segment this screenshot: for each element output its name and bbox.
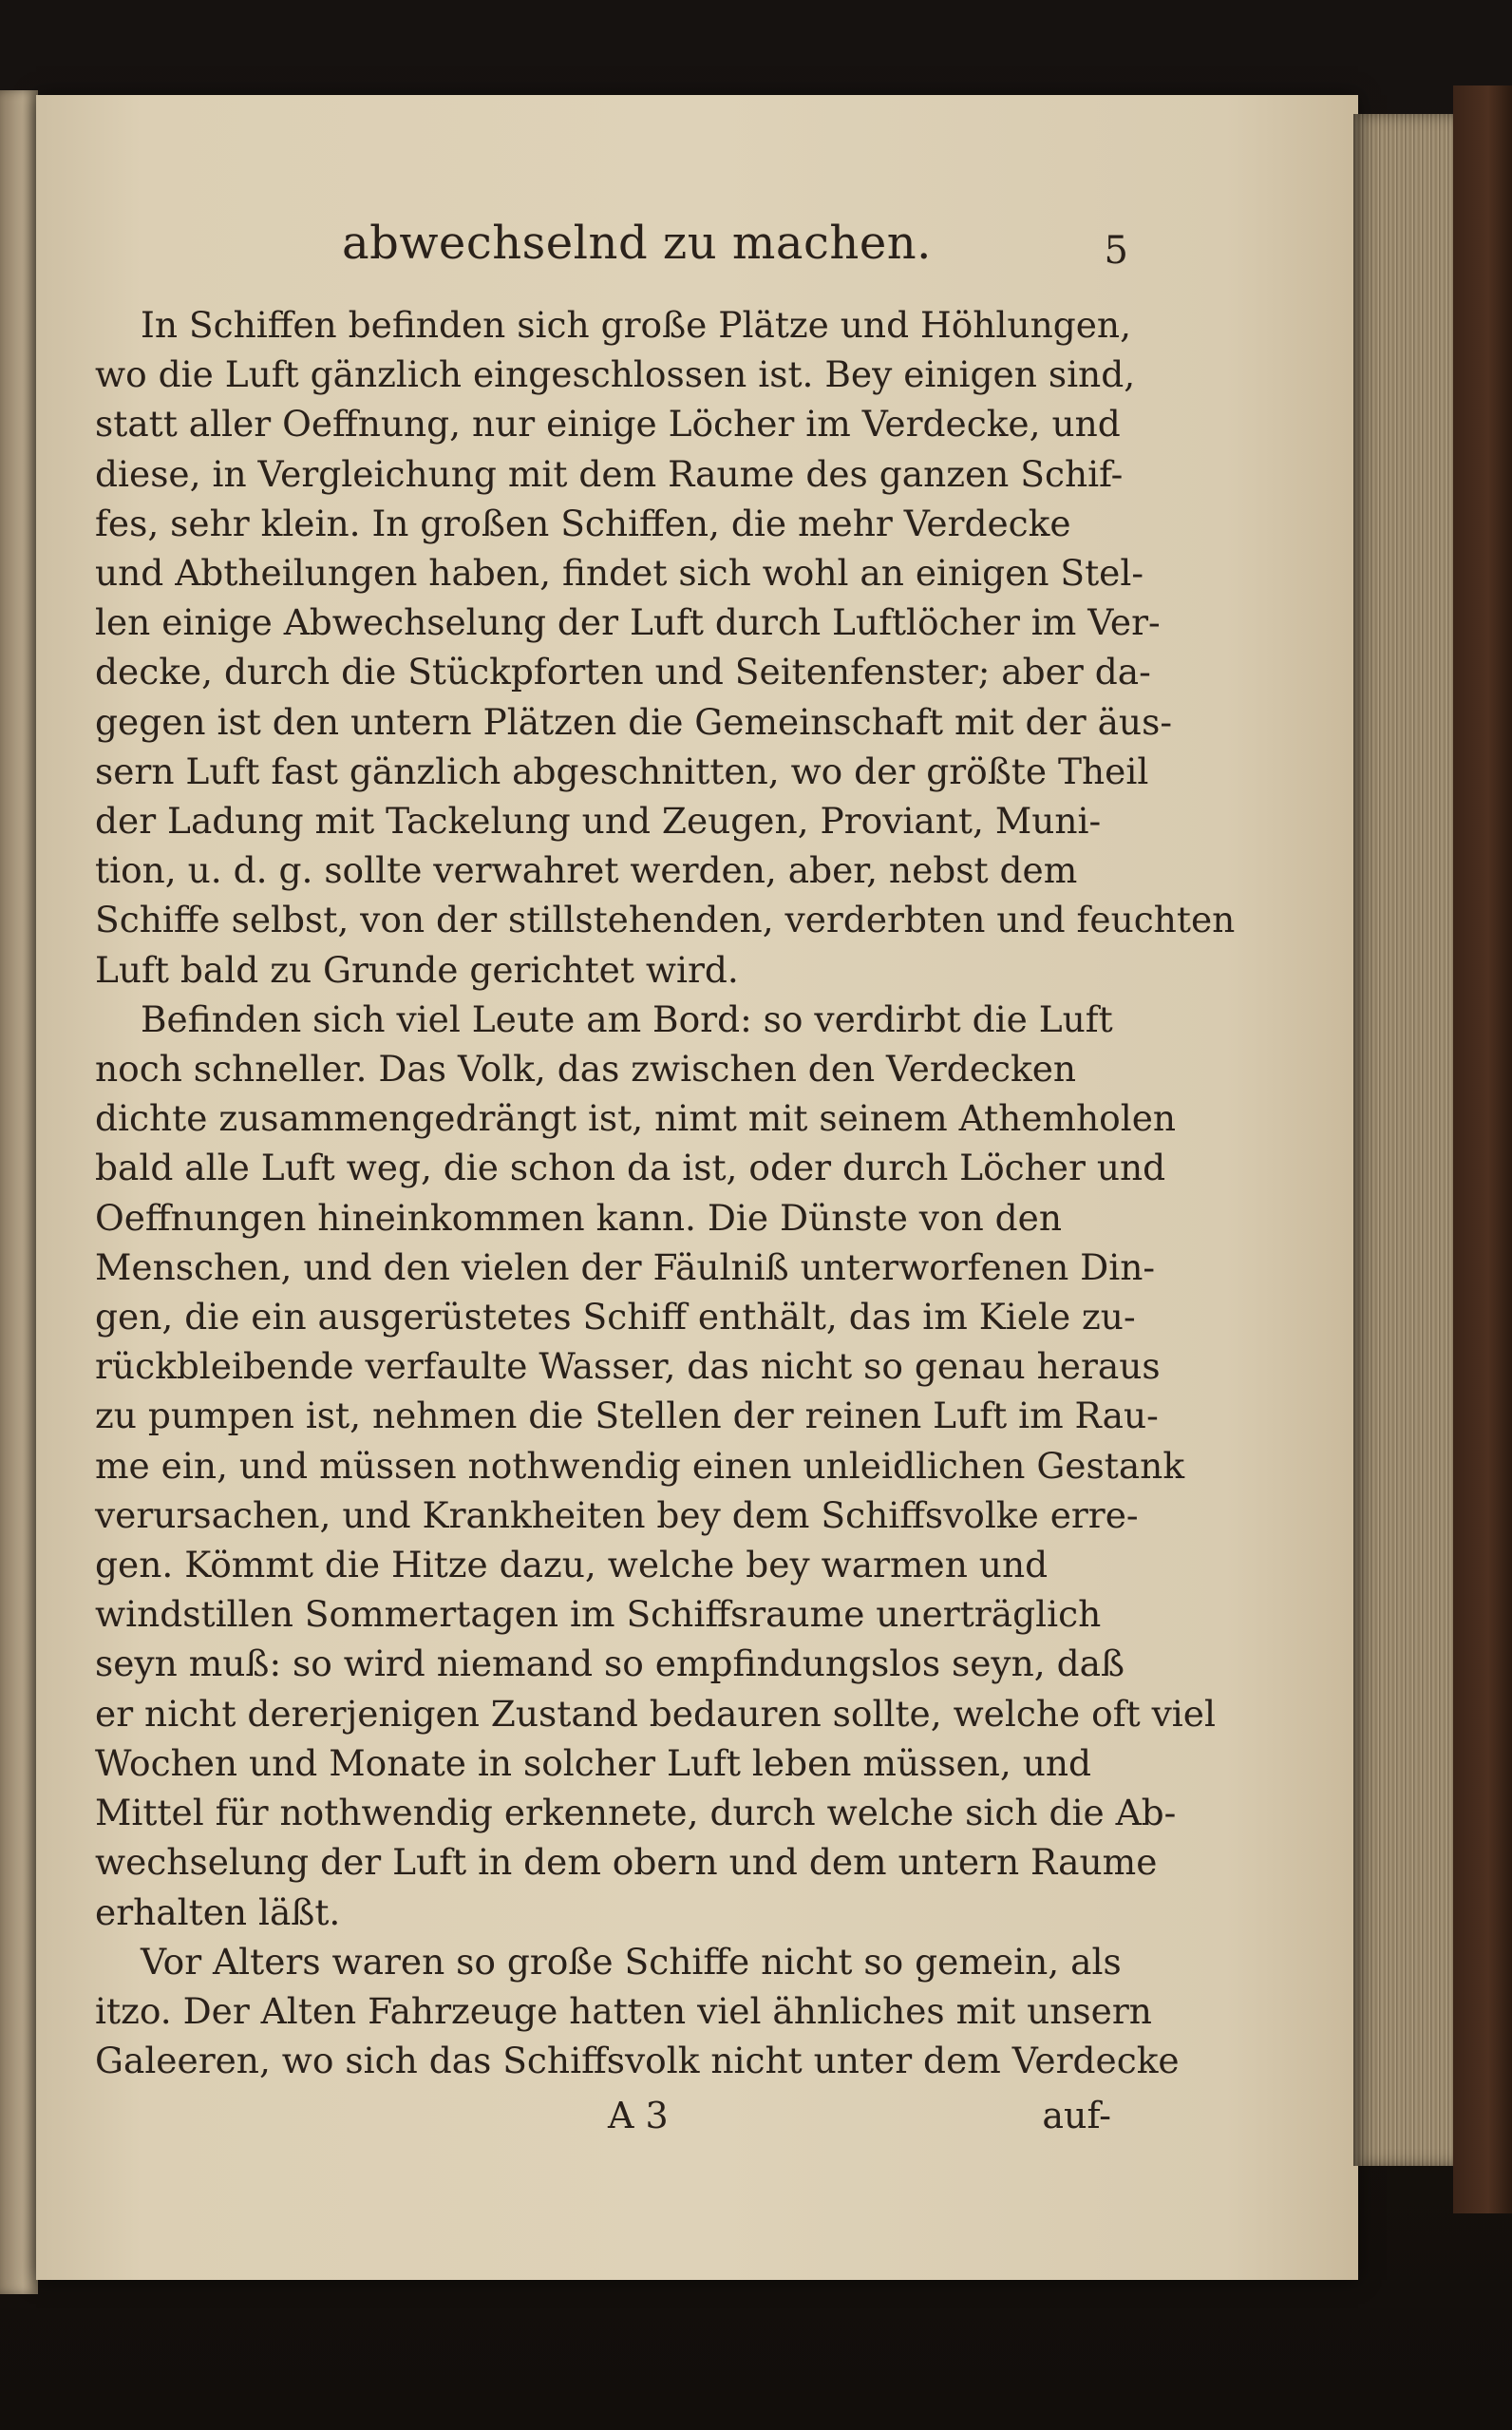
text-line: gegen ist den untern Plätzen die Gemeinschaft mit der äus- <box>95 700 1172 743</box>
text-line: Galeeren, wo sich das Schiffsvolk nicht unter dem Verdecke <box>95 2040 1180 2082</box>
left-page-edge <box>0 90 38 2294</box>
text-line: Luft bald zu Grunde gerichtet wird. <box>95 948 739 991</box>
text-line: tion, u. d. g. sollte verwahret werden, aber, nebst dem <box>95 849 1078 892</box>
text-line: zu pumpen ist, nehmen die Stellen der reinen Luft im Rau- <box>95 1395 1159 1437</box>
text-line: und Abtheilungen haben, findet sich wohl an einigen Stel- <box>95 552 1144 595</box>
text-line: me ein, und müssen nothwendig einen unleidlichen Gestank <box>95 1444 1185 1487</box>
text-line: er nicht dererjenigen Zustand bedauren sollte, welche oft viel <box>95 1692 1216 1735</box>
text-line: In Schiffen befinden sich große Plätze und Höhlungen, <box>141 304 1131 346</box>
page-footer <box>95 2091 1111 2148</box>
text-line: Mittel für nothwendig erkennete, durch welche sich die Ab- <box>95 1792 1177 1834</box>
text-line: Vor Alters waren so große Schiffe nicht so gemein, als <box>141 1940 1122 1983</box>
body-text <box>95 300 1236 2085</box>
page-number: 5 <box>1104 229 1128 273</box>
text-line: itzo. Der Alten Fahrzeuge hatten viel ähnliches mit unsern <box>95 1989 1152 2032</box>
running-head: abwechselnd zu machen. <box>342 217 932 270</box>
text-line: rückbleibende verfaulte Wasser, das nicht so genau heraus <box>95 1345 1161 1388</box>
text-line: bald alle Luft weg, die schon da ist, oder durch Löcher und <box>95 1147 1166 1189</box>
signature-mark: A 3 <box>608 2095 669 2137</box>
text-line: gen. Kömmt die Hitze dazu, welche bey warmen und <box>95 1544 1049 1586</box>
text-line: sern Luft fast gänzlich abgeschnitten, wo der größte Theil <box>95 750 1149 792</box>
text-line: wo die Luft gänzlich eingeschlossen ist. Bey einigen sind, <box>95 353 1136 396</box>
text-line: erhalten läßt. <box>95 1890 341 1933</box>
text-line: windstillen Sommertagen im Schiffsraume unerträglich <box>95 1593 1102 1636</box>
text-line: noch schneller. Das Volk, das zwischen den Verdecken <box>95 1048 1077 1091</box>
book-cover <box>1453 85 1512 2213</box>
text-line: verursachen, und Krankheiten bey dem Schiffsvolke erre- <box>95 1493 1139 1536</box>
text-line: dichte zusammengedrängt ist, nimt mit seinem Athemholen <box>95 1097 1177 1140</box>
text-line: Wochen und Monate in solcher Luft leben müssen, und <box>95 1741 1092 1784</box>
page-text <box>95 217 1236 2148</box>
catchword: auf- <box>1042 2095 1111 2137</box>
text-line: Befinden sich viel Leute am Bord: so verdirbt die Luft <box>141 997 1113 1040</box>
text-line: Schiffe selbst, von der stillstehenden, verderbten und feuchten <box>95 899 1236 941</box>
text-line: Oeffnungen hineinkommen kann. Die Dünste von den <box>95 1196 1062 1239</box>
text-line: len einige Abwechselung der Luft durch Luftlöcher im Ver- <box>95 601 1161 644</box>
text-line: decke, durch die Stückpforten und Seitenfenster; aber da- <box>95 651 1151 693</box>
text-line: statt aller Oeffnung, nur einige Löcher im Verdecke, und <box>95 403 1121 446</box>
page-header <box>95 217 1128 285</box>
text-line: diese, in Vergleichung mit dem Raume des ganzen Schif- <box>95 452 1124 495</box>
text-line: fes, sehr klein. In großen Schiffen, die mehr Verdecke <box>95 502 1071 544</box>
page-stack-edge <box>1353 114 1458 2166</box>
text-line: seyn muß: so wird niemand so empfindungslos seyn, daß <box>95 1642 1125 1685</box>
text-line: Menschen, und den vielen der Fäulniß unterworfenen Din- <box>95 1245 1156 1288</box>
text-line: wechselung der Luft in dem obern und dem untern Raume <box>95 1841 1158 1884</box>
text-line: gen, die ein ausgerüstetes Schiff enthält, das im Kiele zu- <box>95 1296 1136 1338</box>
text-line: der Ladung mit Tackelung und Zeugen, Proviant, Muni- <box>95 800 1102 843</box>
